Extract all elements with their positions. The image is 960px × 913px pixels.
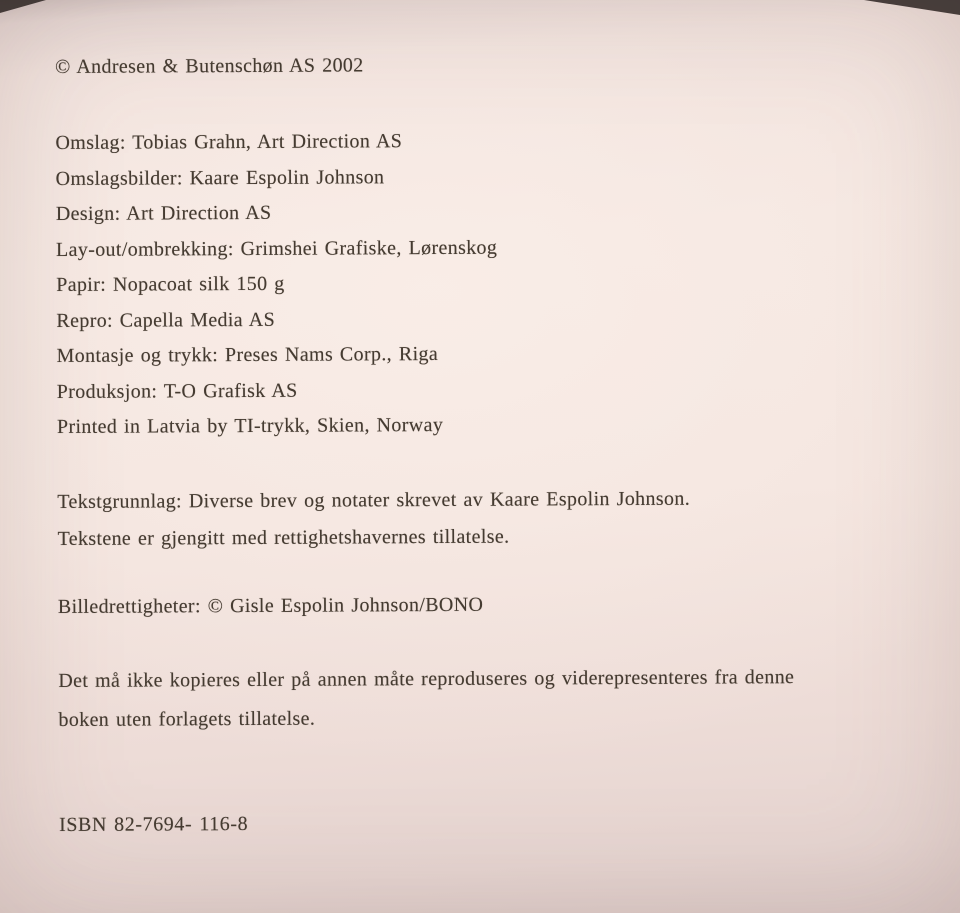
copy-notice-line-1: Det må ikke kopieres eller på annen måte reproduseres og viderepresenteres fra denne xyxy=(58,665,795,692)
credit-line-montasje: Montasje og trykk: Preses Nams Corp., Riga xyxy=(56,342,439,367)
isbn-line: ISBN 82-7694- 116-8 xyxy=(58,812,249,836)
colophon-page xyxy=(55,49,924,837)
copyright-block xyxy=(55,49,920,80)
text-source-line-1: Tekstgrunnlag: Diverse brev og notater skrevet av Kaare Espolin Johnson. xyxy=(57,487,691,513)
photo-edge-artifact-right xyxy=(864,0,960,15)
credit-line-omslag: Omslag: Tobias Grahn, Art Direction AS xyxy=(55,130,403,154)
credit-line-layout: Lay-out/ombrekking: Grimshei Grafiske, Lørenskog xyxy=(55,236,498,261)
text-source-block xyxy=(57,479,922,558)
text-source-line-2: Tekstene er gjengitt med rettighetshavernes tillatelse. xyxy=(57,525,510,550)
credit-line-omslagsbilder: Omslagsbilder: Kaare Espolin Johnson xyxy=(55,165,385,190)
credit-line-papir: Papir: Nopacoat silk 150 g xyxy=(56,272,285,296)
image-rights-block xyxy=(58,589,923,620)
isbn-block xyxy=(59,807,924,838)
credit-line-repro: Repro: Capella Media AS xyxy=(56,308,276,332)
credit-line-design: Design: Art Direction AS xyxy=(55,201,272,225)
image-rights-line: Billedrettigheter: © Gisle Espolin Johnson/BONO xyxy=(57,593,484,618)
copy-notice-block xyxy=(58,657,923,740)
copy-notice-line-2: boken uten forlagets tillatelse. xyxy=(58,707,316,731)
copyright-line: © Andresen & Butenschøn AS 2002 xyxy=(55,54,364,78)
credit-line-produksjon: Produksjon: T-O Grafisk AS xyxy=(56,379,298,403)
photo-edge-artifact-left xyxy=(0,0,46,13)
credit-line-printed: Printed in Latvia by TI-trykk, Skien, Norway xyxy=(56,413,444,438)
credits-block xyxy=(55,121,922,445)
